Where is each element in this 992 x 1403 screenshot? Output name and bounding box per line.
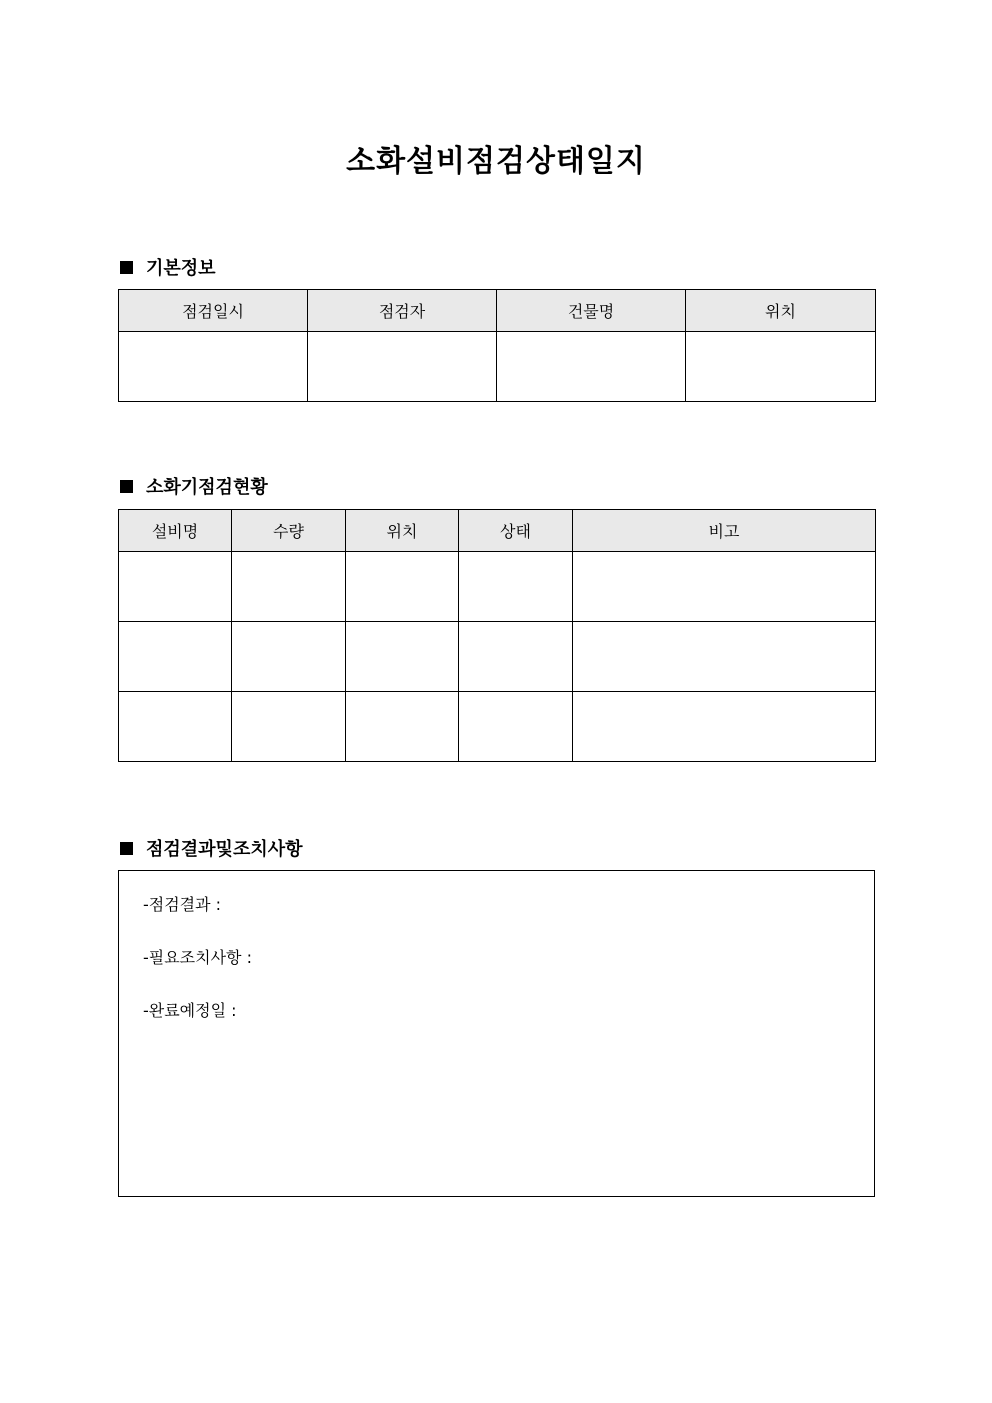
column-header-inspector: 점검자 xyxy=(308,290,497,332)
required-action-label: -필요조치사항 : xyxy=(143,948,252,967)
square-bullet-icon xyxy=(120,261,133,274)
equipment-name-cell[interactable] xyxy=(119,622,232,692)
location-cell[interactable] xyxy=(346,692,459,762)
quantity-cell[interactable] xyxy=(232,552,346,622)
column-header-inspection-datetime: 점검일시 xyxy=(119,290,308,332)
equipment-name-cell[interactable] xyxy=(119,692,232,762)
inspection-result-label: -점검결과 : xyxy=(143,895,222,914)
results-actions-box[interactable] xyxy=(118,870,875,1197)
quantity-cell[interactable] xyxy=(232,692,346,762)
condition-cell[interactable] xyxy=(459,692,573,762)
column-header-location: 위치 xyxy=(346,510,459,552)
basic-info-table xyxy=(118,289,876,402)
remarks-cell[interactable] xyxy=(573,552,876,622)
table-header-row xyxy=(119,510,876,552)
remarks-cell[interactable] xyxy=(573,692,876,762)
table-header-row xyxy=(119,290,876,332)
column-header-quantity: 수량 xyxy=(232,510,346,552)
square-bullet-icon xyxy=(120,842,133,855)
section-title: 점검결과및조치사항 xyxy=(146,839,303,860)
equipment-name-cell[interactable] xyxy=(119,552,232,622)
section-heading-results-actions xyxy=(118,835,303,861)
condition-cell[interactable] xyxy=(459,622,573,692)
completion-date-label: -완료예정일 : xyxy=(143,1001,237,1020)
section-title: 소화기점검현황 xyxy=(146,477,268,498)
section-heading-basic-info xyxy=(118,254,216,280)
column-header-condition: 상태 xyxy=(459,510,573,552)
column-header-equipment-name: 설비명 xyxy=(119,510,232,552)
inspector-cell[interactable] xyxy=(308,332,497,402)
building-name-cell[interactable] xyxy=(497,332,686,402)
square-bullet-icon xyxy=(120,480,133,493)
condition-cell[interactable] xyxy=(459,552,573,622)
extinguisher-status-table xyxy=(118,509,876,762)
location-cell[interactable] xyxy=(686,332,876,402)
column-header-building-name: 건물명 xyxy=(497,290,686,332)
column-header-remarks: 비고 xyxy=(573,510,876,552)
table-row xyxy=(119,332,876,402)
column-header-location: 위치 xyxy=(686,290,876,332)
table-row xyxy=(119,622,876,692)
location-cell[interactable] xyxy=(346,552,459,622)
inspection-datetime-cell[interactable] xyxy=(119,332,308,402)
location-cell[interactable] xyxy=(346,622,459,692)
table-row xyxy=(119,692,876,762)
document-title: 소화설비점검상태일지 xyxy=(346,144,646,179)
table-row xyxy=(119,552,876,622)
quantity-cell[interactable] xyxy=(232,622,346,692)
remarks-cell[interactable] xyxy=(573,622,876,692)
section-title: 기본정보 xyxy=(146,258,216,279)
section-heading-extinguisher-status xyxy=(118,473,268,499)
